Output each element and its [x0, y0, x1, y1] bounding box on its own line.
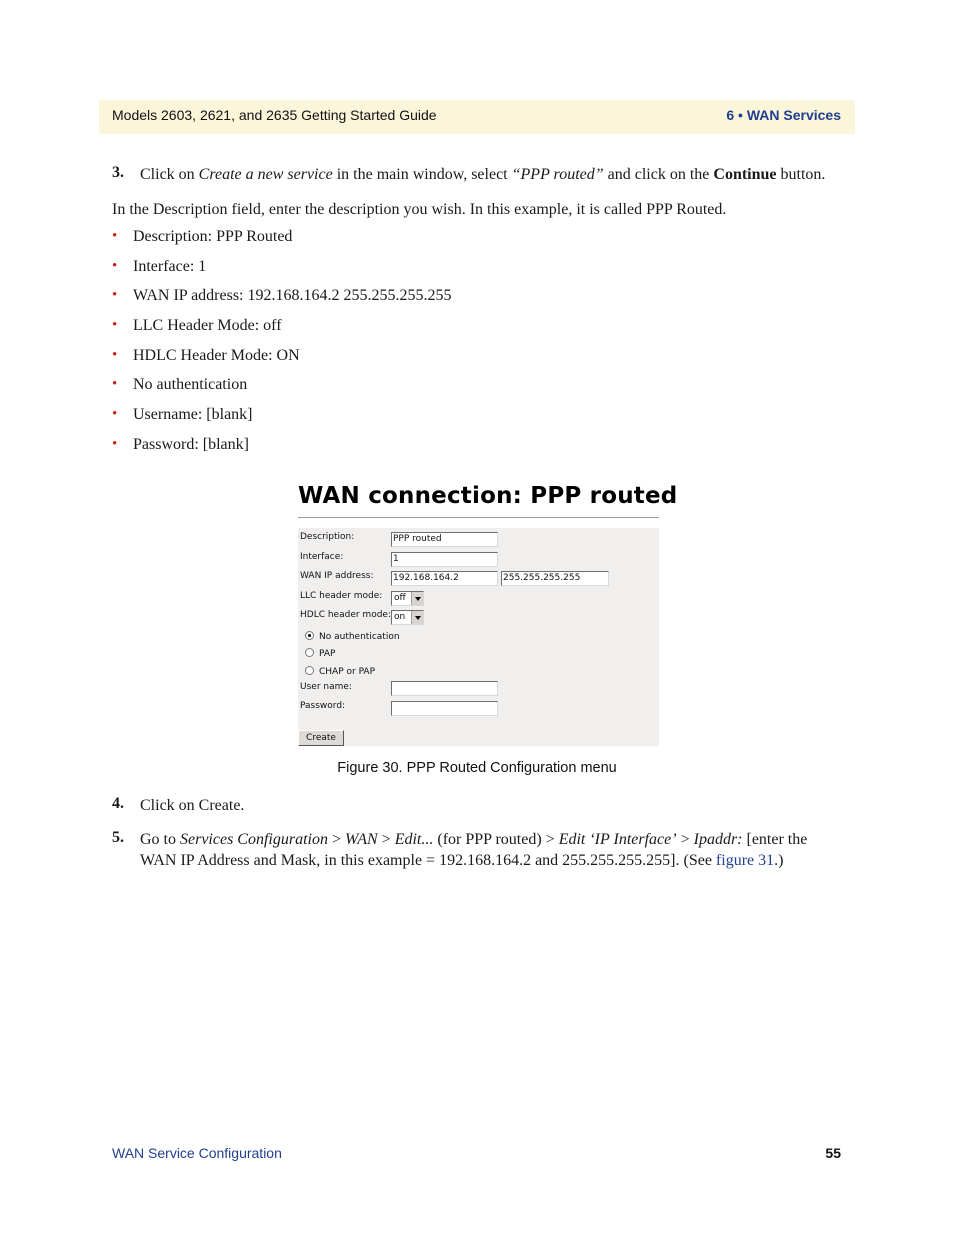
password-input[interactable]: [391, 701, 498, 716]
figure-divider: [298, 517, 659, 518]
bullet-icon: •: [112, 406, 118, 422]
page-number: 55: [825, 1145, 841, 1161]
figure-title: WAN connection: PPP routed: [298, 483, 678, 509]
figure-caption: Figure 30. PPP Routed Configuration menu: [337, 760, 617, 776]
step-3-text: Click on Create a new service in the main window, select “PPP routed” and click on the Continue button.: [140, 166, 826, 183]
chevron-down-icon[interactable]: [411, 611, 423, 624]
description-input[interactable]: PPP routed: [391, 532, 498, 547]
interface-input[interactable]: 1: [391, 552, 498, 567]
ip-address-input[interactable]: 192.168.164.2: [391, 571, 498, 586]
bullet-icon: •: [112, 436, 118, 452]
continue-label: Continue: [713, 166, 777, 183]
radio-label: No authentication: [319, 632, 400, 642]
footer-section-title: WAN Service Configuration: [112, 1145, 282, 1161]
llc-header-select[interactable]: off: [391, 591, 424, 606]
step-5-number: 5.: [112, 829, 124, 846]
chevron-down-icon[interactable]: [411, 592, 423, 605]
bullet-icon: •: [112, 228, 118, 244]
password-label: Password:: [300, 701, 346, 711]
wan-connection-form: [298, 528, 659, 746]
description-label: Description:: [300, 532, 355, 542]
bullet-icon: •: [112, 287, 118, 303]
radio-label: PAP: [319, 649, 336, 659]
username-input[interactable]: [391, 681, 498, 696]
step-3-number: 3.: [112, 164, 124, 181]
interface-label: Interface:: [300, 552, 344, 562]
step-5-text-line2: WAN IP Address and Mask, in this example = 192.168.164.2 and 255.255.255.255]. (See figure 31.): [140, 852, 784, 869]
figure-31-link[interactable]: figure 31: [715, 852, 775, 869]
intro-paragraph: In the Description field, enter the description you wish. In this example, it is called PPP Routed.: [112, 201, 727, 218]
hdlc-header-select[interactable]: on: [391, 610, 424, 625]
step-4-text: Click on Create.: [140, 797, 245, 814]
chapter-title: 6 • WAN Services: [726, 107, 841, 123]
radio-pap[interactable]: [305, 648, 314, 657]
guide-title: Models 2603, 2621, and 2635 Getting Started Guide: [112, 107, 437, 123]
hdlc-label: HDLC header mode:: [300, 610, 391, 620]
username-label: User name:: [300, 682, 352, 692]
llc-label: LLC header mode:: [300, 591, 383, 601]
subnet-mask-input[interactable]: 255.255.255.255: [501, 571, 609, 586]
create-button[interactable]: Create: [298, 730, 344, 746]
bullet-icon: •: [112, 317, 118, 333]
radio-no-authentication[interactable]: [305, 631, 314, 640]
bullet-icon: •: [112, 347, 118, 363]
page-header: [99, 100, 855, 134]
step-5-text-line1: Go to Services Configuration > WAN > Edit... (for PPP routed) > Edit ‘IP Interface’ > Ipaddr: [enter the: [140, 831, 808, 848]
wan-ip-label: WAN IP address:: [300, 571, 374, 581]
radio-label: CHAP or PAP: [319, 667, 375, 677]
radio-chap-or-pap[interactable]: [305, 666, 314, 675]
bullet-icon: •: [112, 258, 118, 274]
bullet-icon: •: [112, 376, 118, 392]
step-4-number: 4.: [112, 795, 124, 812]
